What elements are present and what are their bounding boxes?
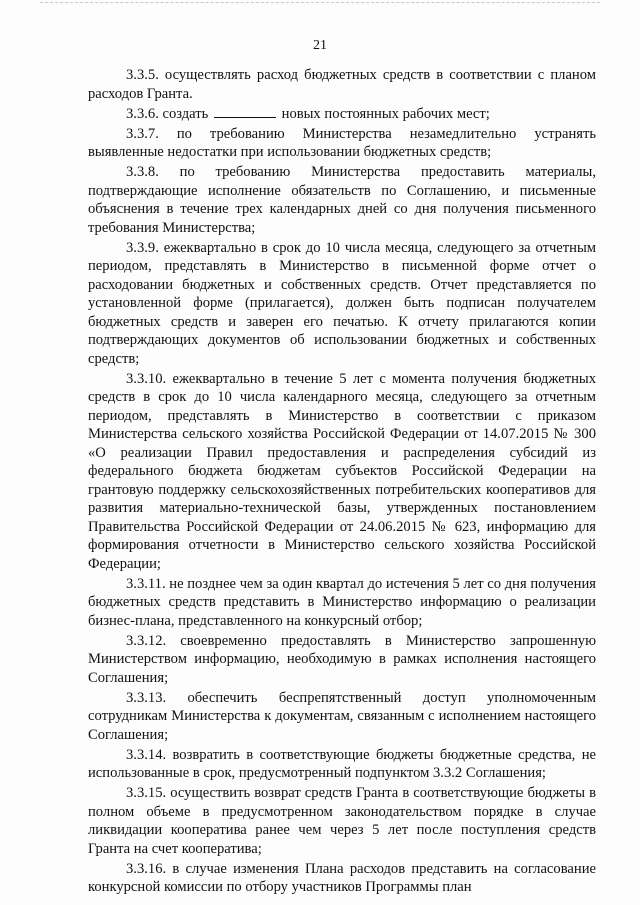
clause-3-3-8: 3.3.8. по требованию Министерства предоставить материалы, подтверждающие исполнение обязательств по Соглашению, и письменные объяснения в течение трех календарных дней со дня получения письменного требования Министерства;: [88, 164, 596, 236]
clause-3-3-12: 3.3.12. своевременно предоставлять в Министерство запрошенную Министерством информацию, необходимую в рамках исполнения настоящего Соглашения;: [88, 632, 596, 686]
clause-3-3-16: 3.3.16. в случае изменения Плана расходов представить на согласование конкурсной комиссии по отбору участников Программы план: [88, 860, 596, 895]
clause-3-3-10: 3.3.10. ежеквартально в течение 5 лет с момента получения бюджетных средств в срок до 10 числа календарного месяца, следующего за отчетным периодом, представлять в Министерство в соответствии с приказом Министерства сельского хозяйства Российской Федерации от 14.07.2015 № 300 «О реализации Правил предоставления и распределения субсидий из федерального бюджета бюджетам субъектов Российской Федерации на грантовую поддержку сельскохозяйственных потребительских кооперативов для развития материально-технической базы, утвержденных постановлением Правительства Российской Федерации от 24.06.2015 № 623, информацию для формирования отчетности в Министерство сельского хозяйства Российской Федерации;: [88, 370, 596, 572]
clause-3-3-6-text: 3.3.6. создать: [126, 105, 209, 122]
page-number: 21: [313, 38, 327, 53]
clause-3-3-9: 3.3.9. ежеквартально в срок до 10 числа месяца, следующего за отчетным периодом, представлять в Министерство в письменной форме отчет о расходовании бюджетных и собственных средств. Отчет представляется по установленной форме (прилагается), должен быть подписан получателем бюджетных средств и заверен его печатью. К отчету прилагаются копии подтверждающих документов об использовании бюджетных и собственных средств;: [88, 239, 596, 367]
clause-3-3-6-after: новых постоянных рабочих мест;: [277, 105, 490, 122]
clause-3-3-13: 3.3.13. обеспечить беспрепятственный доступ уполномоченным сотрудникам Министерства к документам, связанным с исполнением настоящего Соглашения;: [88, 689, 596, 743]
clause-3-3-5: 3.3.5. осуществлять расход бюджетных средств в соответствии с планом расходов Гранта.: [88, 67, 596, 102]
document-body: [88, 66, 596, 898]
clause-3-3-11: 3.3.11. не позднее чем за один квартал до истечения 5 лет со дня получения бюджетных средств представить в Министерство информацию о реализации бизнес-плана, представленного на конкурсный отбор;: [88, 575, 596, 629]
clause-3-3-15: 3.3.15. осуществить возврат средств Гранта в соответствующие бюджеты в полном объеме в предусмотренном законодательством порядке в случае ликвидации кооператива ранее чем через 5 лет после поступления средств Гранта на счет кооператива;: [88, 785, 596, 857]
top-border: [40, 2, 600, 3]
clause-3-3-7: 3.3.7. по требованию Министерства незамедлительно устранять выявленные недостатки при использовании бюджетных средств;: [88, 125, 596, 160]
clause-3-3-6: [88, 105, 596, 124]
fill-in-blank: [214, 105, 276, 118]
clause-3-3-14: 3.3.14. возвратить в соответствующие бюджеты бюджетные средства, не использованные в срок, предусмотренный подпунктом 3.3.2 Соглашения;: [88, 746, 596, 781]
